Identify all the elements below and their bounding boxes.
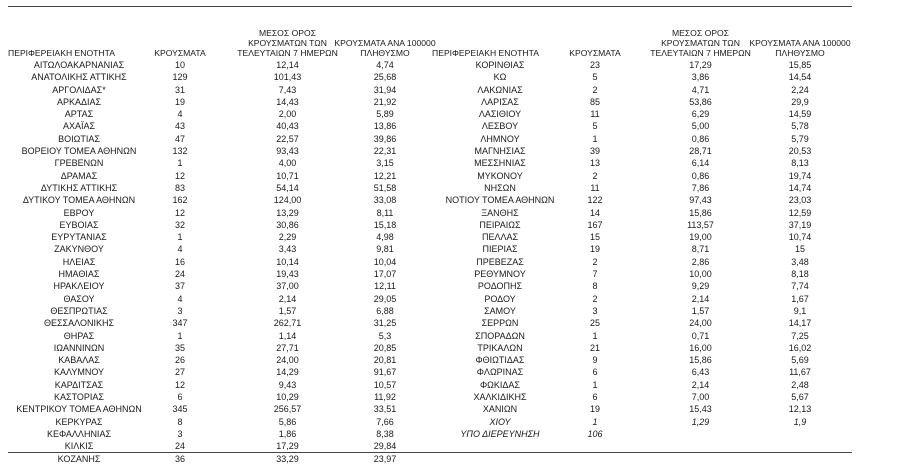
cell-avg: 6,43 <box>691 367 710 378</box>
cell-cases: 19 <box>589 244 600 255</box>
cell-avg: 10,71 <box>276 170 299 181</box>
cell-per100k: 29,05 <box>373 293 397 304</box>
header-region: ΠΕΡΙΦΕΡΕΙΑΚΗ ΕΝΟΤΗΤΑ <box>8 48 115 58</box>
cell-cases: 15 <box>589 232 600 243</box>
cell-avg: 30,86 <box>276 219 299 230</box>
cell-cases: 24 <box>174 269 185 280</box>
cell-cases: 83 <box>174 182 185 193</box>
cell-cases: 14 <box>589 207 600 218</box>
cell-cases: 36 <box>174 453 185 464</box>
cell-cases: 6 <box>177 392 183 403</box>
cell-cases: 129 <box>172 72 188 83</box>
cell-region: ΧΙΟΥ <box>489 416 511 427</box>
cell-per100k: 29,84 <box>373 441 397 452</box>
cell-per100k: 2,24 <box>791 84 809 95</box>
cell-avg: 124,00 <box>273 195 302 206</box>
cell-avg: 24,00 <box>276 355 299 366</box>
cell-cases: 37 <box>174 281 185 292</box>
cell-cases: 2 <box>592 256 598 267</box>
cell-per100k: 20,53 <box>788 146 812 157</box>
cell-per100k: 15,18 <box>373 219 397 230</box>
cell-avg: 1,57 <box>278 305 297 316</box>
cell-per100k: 33,08 <box>373 195 397 206</box>
cell-per100k: 1,67 <box>791 293 809 304</box>
cell-cases: 35 <box>174 342 185 353</box>
cell-avg: 1,14 <box>278 330 297 341</box>
cell-avg: 1,86 <box>278 428 297 439</box>
cell-region: ΠΕΛΛΑΣ <box>481 232 519 243</box>
cell-cases: 1 <box>592 330 598 341</box>
cell-per100k: 15,85 <box>788 60 812 70</box>
cell-cases: 132 <box>172 146 188 157</box>
cell-region: ΛΗΜΝΟΥ <box>480 133 520 144</box>
cell-cases: 8 <box>177 416 183 427</box>
cell-region: ΔΡΑΜΑΣ <box>60 170 98 181</box>
cell-avg: 6,14 <box>691 158 710 169</box>
cell-per100k: 14,74 <box>788 182 812 193</box>
cell-region: ΕΥΒΟΙΑΣ <box>59 219 99 230</box>
cell-cases: 25 <box>589 318 600 329</box>
cell-cases: 6 <box>592 392 598 403</box>
cell-avg: 97,43 <box>689 195 712 206</box>
cell-avg: 15,86 <box>689 355 712 366</box>
cell-avg: 3,86 <box>691 72 710 83</box>
cell-per100k: 1,9 <box>793 416 807 427</box>
cell-avg: 113,57 <box>687 219 714 230</box>
cell-region: ΚΕΝΤΡΙΚΟΥ ΤΟΜΕΑ ΑΘΗΝΩΝ <box>16 404 142 415</box>
cell-per100k: 3,15 <box>376 158 394 169</box>
cell-per100k: 20,81 <box>373 355 397 366</box>
cell-region: ΚΟΖΑΝΗΣ <box>57 453 101 464</box>
cell-cases: 167 <box>587 219 603 230</box>
cell-per100k: 17,07 <box>373 269 397 280</box>
cell-per100k: 8,38 <box>376 428 394 439</box>
cell-avg: 10,29 <box>276 392 299 403</box>
cell-region: ΛΑΚΩΝΙΑΣ <box>477 84 523 95</box>
cell-cases: 11 <box>590 109 600 120</box>
cell-region: ΘΗΡΑΣ <box>63 330 95 341</box>
cell-region: ΚΑΒΑΛΑΣ <box>58 355 100 366</box>
cell-per100k: 12,13 <box>788 404 812 415</box>
cell-avg: 101,43 <box>273 72 302 83</box>
cell-avg: 28,71 <box>689 146 712 157</box>
cell-cases: 47 <box>174 133 185 144</box>
cell-region: ΧΑΛΚΙΔΙΚΗΣ <box>473 392 527 403</box>
cell-region: ΘΕΣΠΡΩΤΙΑΣ <box>50 305 108 316</box>
cell-per100k: 5,79 <box>791 133 809 144</box>
cell-per100k: 15 <box>794 244 805 255</box>
cell-region: ΞΑΝΘΗΣ <box>481 207 519 218</box>
cell-region: ΣΠΟΡΑΔΩΝ <box>475 330 525 341</box>
cell-per100k: 13,86 <box>373 121 397 132</box>
cell-avg: 17,29 <box>689 60 712 70</box>
cell-per100k: 51,58 <box>373 182 397 193</box>
cell-cases: 2 <box>592 170 598 181</box>
cell-cases: 3 <box>177 305 183 316</box>
cell-region: ΑΙΤΩΛΟΑΚΑΡΝΑΝΙΑΣ <box>33 60 125 70</box>
cell-cases: 162 <box>172 195 188 206</box>
cell-cases: 12 <box>174 207 185 218</box>
cell-cases: 31 <box>174 84 185 95</box>
cell-region: ΘΕΣΣΑΛΟΝΙΚΗΣ <box>43 318 115 329</box>
cell-avg: 7,43 <box>278 84 297 95</box>
cell-cases: 106 <box>587 428 603 439</box>
cell-region: ΙΩΑΝΝΙΝΩΝ <box>53 342 105 353</box>
cell-region: ΚΑΛΥΜΝΟΥ <box>53 367 105 378</box>
cell-cases: 1 <box>592 416 598 427</box>
cell-per100k: 4,98 <box>376 232 394 243</box>
cell-region: ΝΗΣΩΝ <box>484 182 516 193</box>
cell-avg: 5,00 <box>691 121 710 132</box>
cell-per100k: 14,59 <box>788 109 812 120</box>
cell-avg: 53,86 <box>689 96 712 107</box>
cell-region: ΣΑΜΟΥ <box>484 305 516 316</box>
cell-region: ΚΕΦΑΛΛΗΝΙΑΣ <box>46 428 112 439</box>
cell-avg: 2,14 <box>691 379 710 390</box>
cell-per100k: 7,66 <box>376 416 394 427</box>
cell-per100k: 11,92 <box>374 392 396 403</box>
cell-region: ΜΑΓΝΗΣΙΑΣ <box>474 146 526 157</box>
cell-per100k: 7,25 <box>791 330 809 341</box>
cell-per100k: 5,3 <box>378 330 392 341</box>
cell-avg: 22,57 <box>276 133 299 144</box>
cell-region: ΠΡΕΒΕΖΑΣ <box>476 256 524 267</box>
cell-per100k: 19,74 <box>788 170 812 181</box>
cell-region: ΡΟΔΟΥ <box>484 293 516 304</box>
cell-cases: 122 <box>587 195 603 206</box>
cell-region: ΑΡΤΑΣ <box>64 109 94 120</box>
cell-avg: 27,71 <box>276 342 299 353</box>
cell-avg: 3,43 <box>278 244 297 255</box>
cell-per100k: 9,1 <box>793 305 807 316</box>
cell-per100k: 2,48 <box>791 379 809 390</box>
cell-avg: 16,00 <box>689 342 712 353</box>
cell-region: ΜΕΣΣΗΝΙΑΣ <box>474 158 526 169</box>
cell-region: ΜΥΚΟΝΟΥ <box>477 170 523 181</box>
cell-avg: 37,00 <box>276 281 299 292</box>
cell-avg: 8,71 <box>691 244 710 255</box>
cell-cases: 9 <box>592 355 598 366</box>
header-avg-right: ΜΕΣΟΣ ΟΡΟΣ ΚΡΟΥΣΜΑΤΩΝ ΤΩΝ ΤΕΛΕΥΤΑΙΩΝ 7 ΗΜΕΡΩΝ <box>650 28 751 58</box>
cell-per100k: 4,74 <box>376 60 394 70</box>
cell-avg: 54,14 <box>276 182 299 193</box>
cell-avg: 2,29 <box>278 232 297 243</box>
cell-cases: 4 <box>177 293 183 304</box>
cell-cases: 4 <box>177 109 183 120</box>
cell-per100k: 12,21 <box>373 170 397 181</box>
cell-cases: 4 <box>177 244 183 255</box>
cell-per100k: 22,31 <box>373 146 397 157</box>
cell-avg: 2,00 <box>278 109 297 120</box>
cell-per100k: 8,13 <box>791 158 809 169</box>
cell-per100k: 6,88 <box>376 305 394 316</box>
cell-cases: 13 <box>589 158 600 169</box>
cell-cases: 3 <box>177 428 183 439</box>
cell-avg: 0,71 <box>691 330 710 341</box>
cell-region: ΚΕΡΚΥΡΑΣ <box>55 416 103 427</box>
cell-per100k: 9,81 <box>376 244 394 255</box>
cell-cases: 12 <box>174 170 185 181</box>
cell-region: ΧΑΝΙΩΝ <box>482 404 518 415</box>
cell-cases: 26 <box>174 355 185 366</box>
cell-per100k: 11,67 <box>789 367 811 378</box>
cell-cases: 19 <box>589 404 600 415</box>
cell-per100k: 8,11 <box>376 207 394 218</box>
bottom-rule <box>8 452 852 453</box>
cell-cases: 10 <box>174 60 185 70</box>
cell-region: ΡΕΘΥΜΝΟΥ <box>474 269 526 280</box>
cell-avg: 0,86 <box>691 133 710 144</box>
header-region-right: ΠΕΡΙΦΕΡΕΙΑΚΗ ΕΝΟΤΗΤΑ <box>432 48 539 58</box>
cell-region: ΠΙΕΡΙΑΣ <box>482 244 518 255</box>
cell-avg: 256,57 <box>273 404 302 415</box>
cell-region: ΑΝΑΤΟΛΙΚΗΣ ΑΤΤΙΚΗΣ <box>31 72 127 83</box>
cell-region: ΕΥΡΥΤΑΝΙΑΣ <box>51 232 107 243</box>
cell-avg: 1,29 <box>691 416 710 427</box>
cell-per100k: 3,48 <box>791 256 809 267</box>
cell-per100k: 5,69 <box>791 355 809 366</box>
cell-region: ΒΟΡΕΙΟΥ ΤΟΜΕΑ ΑΘΗΝΩΝ <box>21 146 137 157</box>
cell-region: ΚΙΛΚΙΣ <box>64 441 94 452</box>
cell-per100k: 33,51 <box>373 404 397 415</box>
cell-region: ΔΥΤΙΚΗΣ ΑΤΤΙΚΗΣ <box>40 182 118 193</box>
cell-region: ΠΕΙΡΑΙΩΣ <box>479 219 521 230</box>
cell-avg: 19,43 <box>276 269 299 280</box>
cell-avg: 19,00 <box>689 232 712 243</box>
cell-avg: 15,43 <box>689 404 712 415</box>
cell-region: ΚΑΣΤΟΡΙΑΣ <box>54 392 104 403</box>
header-cases-right: ΚΡΟΥΣΜΑΤΑ <box>569 48 621 58</box>
cell-cases: 6 <box>592 367 598 378</box>
cell-cases: 1 <box>177 232 183 243</box>
cell-cases: 39 <box>589 146 600 157</box>
cell-region: ΡΟΔΟΠΗΣ <box>477 281 523 292</box>
cell-region: ΥΠΟ ΔΙΕΡΕΥΝΗΣΗ <box>460 428 540 439</box>
cell-cases: 5 <box>592 121 598 132</box>
cell-per100k: 31,94 <box>373 84 397 95</box>
cell-region: ΛΕΣΒΟΥ <box>481 121 519 132</box>
cell-avg: 10,00 <box>689 269 712 280</box>
header-avg: ΜΕΣΟΣ ΟΡΟΣ ΚΡΟΥΣΜΑΤΩΝ ΤΩΝ ΤΕΛΕΥΤΑΙΩΝ 7 ΗΜΕΡΩΝ <box>237 28 338 58</box>
cell-avg: 0,86 <box>691 170 710 181</box>
cell-cases: 345 <box>172 404 188 415</box>
cell-avg: 40,43 <box>276 121 299 132</box>
cell-avg: 2,14 <box>691 293 710 304</box>
cell-avg: 15,86 <box>689 207 712 218</box>
cell-per100k: 91,67 <box>373 367 397 378</box>
cell-per100k: 10,04 <box>373 256 397 267</box>
cell-region: ΚΟΡΙΝΘΙΑΣ <box>475 60 525 70</box>
cell-per100k: 10,57 <box>373 379 397 390</box>
cell-cases: 19 <box>174 96 185 107</box>
cell-region: ΦΩΚΙΔΑΣ <box>480 379 520 390</box>
cell-per100k: 12,59 <box>788 207 812 218</box>
cell-per100k: 31,25 <box>373 318 397 329</box>
cell-region: ΦΘΙΩΤΙΔΑΣ <box>475 355 525 366</box>
cell-region: ΔΥΤΙΚΟΥ ΤΟΜΕΑ ΑΘΗΝΩΝ <box>22 195 136 206</box>
cell-region: ΓΡΕΒΕΝΩΝ <box>54 158 104 169</box>
cell-avg: 4,71 <box>691 84 710 95</box>
cell-cases: 27 <box>174 367 185 378</box>
cell-region: ΦΛΩΡΙΝΑΣ <box>476 367 524 378</box>
cell-avg: 7,00 <box>691 392 710 403</box>
cell-per100k: 29,9 <box>791 96 809 107</box>
cell-per100k: 21,92 <box>373 96 397 107</box>
cell-cases: 21 <box>589 342 600 353</box>
cell-per100k: 12,11 <box>374 281 396 292</box>
cell-region: ΤΡΙΚΑΛΩΝ <box>477 342 523 353</box>
cell-avg: 93,43 <box>276 146 299 157</box>
cell-cases: 2 <box>592 84 598 95</box>
cell-avg: 33,29 <box>276 453 299 464</box>
header-cases: ΚΡΟΥΣΜΑΤΑ <box>154 48 206 58</box>
cell-per100k: 5,78 <box>791 121 809 132</box>
cell-cases: 3 <box>592 305 598 316</box>
cell-cases: 1 <box>177 158 183 169</box>
cell-avg: 13,29 <box>276 207 299 218</box>
cell-region: ΕΒΡΟΥ <box>63 207 95 218</box>
cell-region: ΛΑΡΙΣΑΣ <box>481 96 519 107</box>
cell-per100k: 23,97 <box>373 453 397 464</box>
cell-region: ΑΡΚΑΔΙΑΣ <box>56 96 102 107</box>
cell-region: ΝΟΤΙΟΥ ΤΟΜΕΑ ΑΘΗΝΩΝ <box>445 195 555 206</box>
cell-per100k: 5,67 <box>791 392 809 403</box>
cell-region: ΚΩ <box>493 72 507 83</box>
header-per100k: ΚΡΟΥΣΜΑΤΑ ΑΝΑ 100000 ΠΛΗΘΥΣΜΟ <box>334 38 436 58</box>
cell-avg: 9,43 <box>278 379 297 390</box>
cell-avg: 2,86 <box>691 256 710 267</box>
cell-cases: 16 <box>174 256 185 267</box>
top-rule <box>8 6 852 7</box>
cell-cases: 1 <box>177 330 183 341</box>
cell-cases: 1 <box>592 133 598 144</box>
cell-per100k: 25,68 <box>373 72 397 83</box>
cell-cases: 43 <box>174 121 185 132</box>
cell-cases: 1 <box>592 379 598 390</box>
cell-cases: 2 <box>592 293 598 304</box>
cell-avg: 24,00 <box>689 318 712 329</box>
cell-per100k: 39,86 <box>373 133 397 144</box>
header-per100k-right: ΚΡΟΥΣΜΑΤΑ ΑΝΑ 100000 ΠΛΗΘΥΣΜΟ <box>749 38 851 58</box>
cell-avg: 17,29 <box>276 441 299 452</box>
cell-cases: 32 <box>174 219 185 230</box>
cell-per100k: 14,54 <box>788 72 812 83</box>
cell-avg: 262,71 <box>273 318 302 329</box>
cell-per100k: 7,74 <box>791 281 809 292</box>
cell-region: ΑΡΓΟΛΙΔΑΣ* <box>52 84 106 95</box>
cell-avg: 5,86 <box>278 416 297 427</box>
cell-region: ΛΑΣΙΘΙΟΥ <box>478 109 522 120</box>
cell-cases: 347 <box>172 318 188 329</box>
cell-avg: 14,43 <box>276 96 299 107</box>
cell-region: ΚΑΡΔΙΤΣΑΣ <box>54 379 104 390</box>
cell-avg: 1,57 <box>691 305 710 316</box>
cell-cases: 23 <box>589 60 600 70</box>
cell-cases: 8 <box>592 281 598 292</box>
cell-region: ΖΑΚΥΝΘΟΥ <box>54 244 104 255</box>
cell-region: ΣΕΡΡΩΝ <box>481 318 519 329</box>
cell-region: ΗΡΑΚΛΕΙΟΥ <box>53 281 105 292</box>
cell-per100k: 14,17 <box>788 318 812 329</box>
cell-cases: 5 <box>592 72 598 83</box>
cell-per100k: 5,89 <box>376 109 394 120</box>
cell-avg: 12,14 <box>276 60 299 70</box>
cell-per100k: 23,03 <box>788 195 812 206</box>
cell-region: ΗΜΑΘΙΑΣ <box>58 269 100 280</box>
cell-cases: 11 <box>590 182 600 193</box>
cell-region: ΘΑΣΟΥ <box>63 293 95 304</box>
cell-avg: 6,29 <box>691 109 710 120</box>
cell-per100k: 16,02 <box>788 342 812 353</box>
cell-per100k: 8,18 <box>791 269 809 280</box>
cell-region: ΑΧΑΪΑΣ <box>62 121 96 132</box>
cell-per100k: 37,19 <box>788 219 812 230</box>
cell-avg: 7,86 <box>691 182 710 193</box>
cell-cases: 85 <box>589 96 600 107</box>
cell-region: ΗΛΕΙΑΣ <box>62 256 96 267</box>
cell-avg: 2,14 <box>278 293 297 304</box>
cell-region: ΒΟΙΩΤΙΑΣ <box>58 133 100 144</box>
cell-avg: 10,14 <box>276 256 299 267</box>
cell-per100k: 20,85 <box>373 342 397 353</box>
cell-avg: 9,29 <box>691 281 710 292</box>
cell-avg: 4,00 <box>278 158 297 169</box>
cell-avg: 14,29 <box>276 367 299 378</box>
cell-cases: 7 <box>592 269 598 280</box>
cell-cases: 24 <box>174 441 185 452</box>
cell-cases: 12 <box>174 379 185 390</box>
cell-per100k: 10,74 <box>788 232 812 243</box>
